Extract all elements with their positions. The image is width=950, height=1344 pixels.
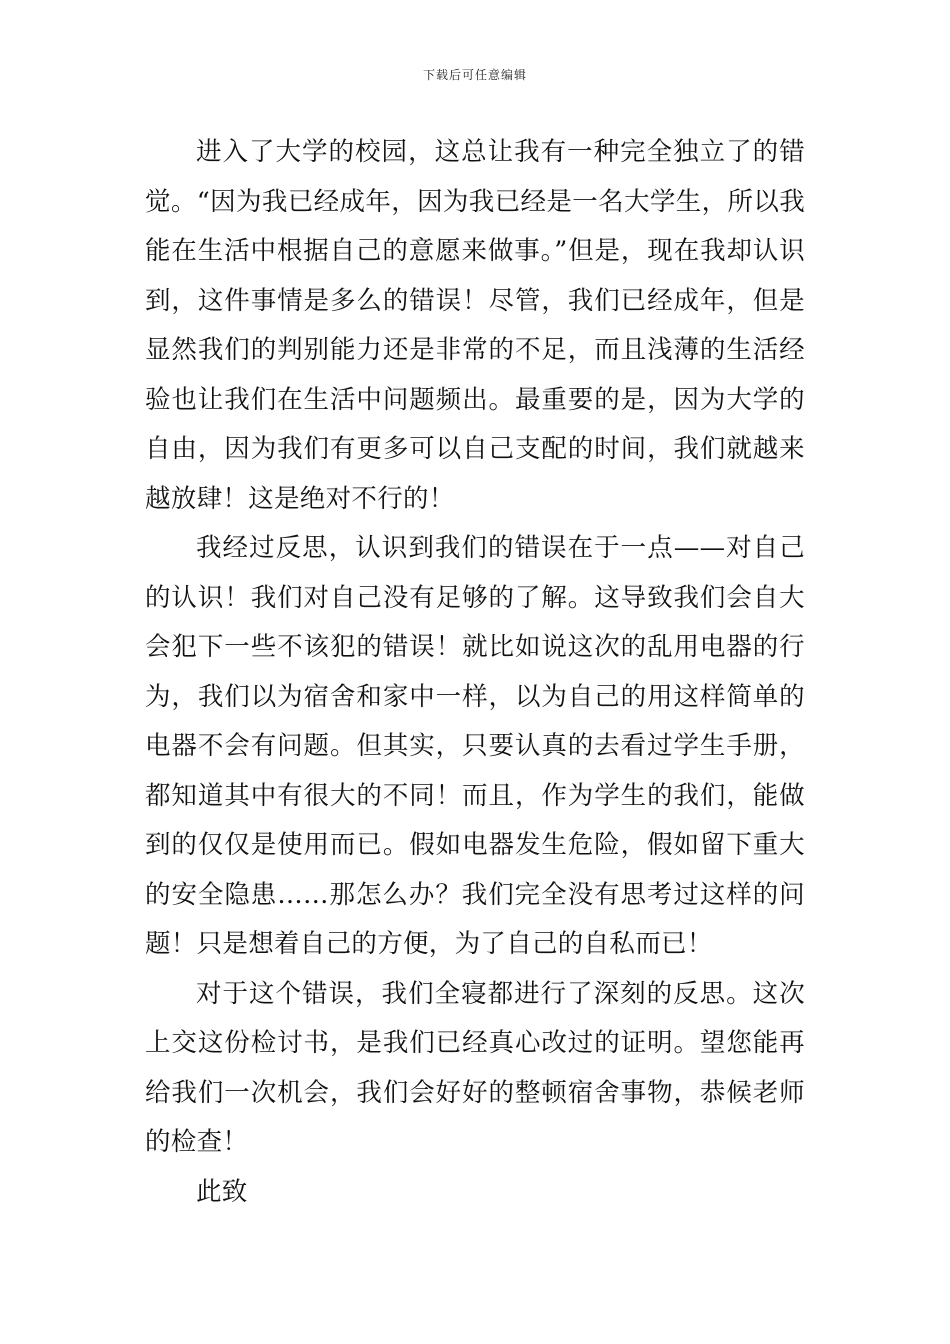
page-header: 下载后可任意编辑	[422, 68, 527, 82]
document-body	[145, 128, 805, 1217]
paragraph-2: 我经过反思，认识到我们的错误在于一点——对自己的认识！我们对自己没有足够的了解。这导致我们会自大会犯下一些不该犯的错误！就比如说这次的乱用电器的行为，我们以为宿舍和家中一样，以为自己的用这样简单的电器不会有问题。但其实，只要认真的去看过学生手册，都知道其中有很大的不同！而且，作为学生的我们，能做到的仅仅是使用而已。假如电器发生危险，假如留下重大的安全隐患……那怎么办？我们完全没有思考过这样的问题！只是想着自己的方便，为了自己的自私而已！	[145, 533, 805, 959]
paragraph-3: 对于这个错误，我们全寝都进行了深刻的反思。这次上交这份检讨书，是我们已经真心改过的证明。望您能再给我们一次机会，我们会好好的整顿宿舍事物，恭候老师的检查！	[145, 978, 805, 1157]
paragraph-1: 进入了大学的校园，这总让我有一种完全独立了的错觉。“因为我已经成年，因为我已经是一名大学生，所以我能在生活中根据自己的意愿来做事。”但是，现在我却认识到，这件事情是多么的错误！尽管，我们已经成年，但是显然我们的判别能力还是非常的不足，而且浅薄的生活经验也让我们在生活中问题频出。最重要的是，因为大学的自由，因为我们有更多可以自己支配的时间，我们就越来越放肆！这是绝对不行的！	[145, 137, 805, 514]
closing-salutation: 此致	[196, 1176, 248, 1207]
